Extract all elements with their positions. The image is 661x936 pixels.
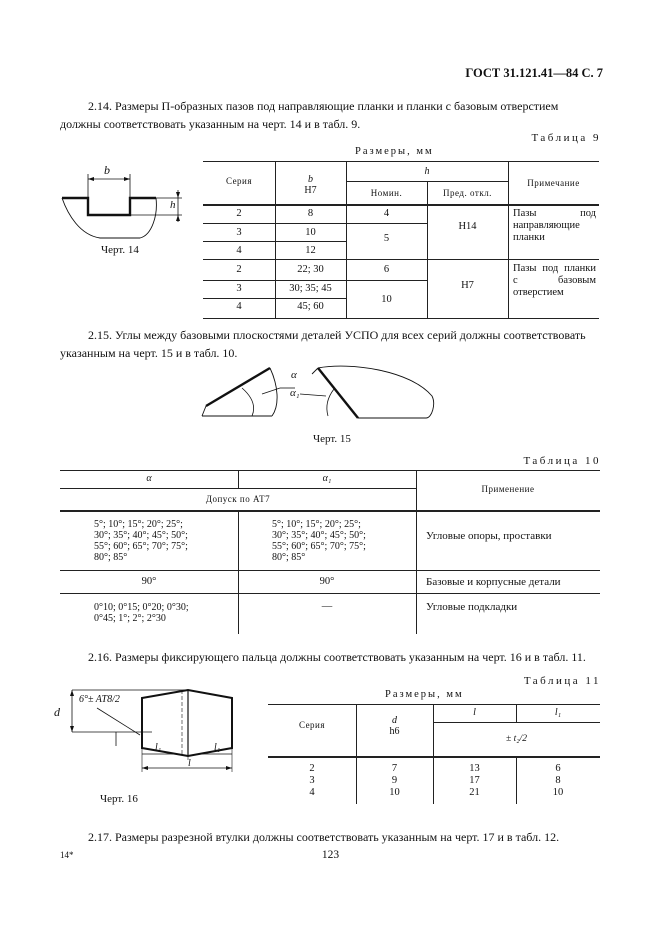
row-2-application: Базовые и корпусные детали <box>426 576 561 588</box>
table-9-cell: 10 <box>381 294 392 305</box>
figure-14-label-h: h <box>170 199 176 211</box>
table-9-tol-2: Н7 <box>461 280 474 291</box>
paragraph-2-14: 2.14. Размеры П-образных пазов под направляющие планки и планки с базовым отверстием должны соответствовать указанным на черт. 14 и в табл. 9. <box>60 99 559 131</box>
col-series-header: Серия <box>225 176 253 186</box>
figure-16-label-l1-right: l₁ <box>214 742 221 753</box>
figure-16-label-l: l <box>188 758 191 769</box>
row-1-alpha <box>94 519 234 563</box>
table-11-cell: 9 <box>391 775 398 786</box>
table-11-cell: 10 <box>389 787 400 798</box>
col-d-fit: h6 <box>389 726 400 737</box>
row-2-alpha1: 90° <box>319 576 335 587</box>
table-9-cell: 12 <box>305 245 316 256</box>
table-11-cell: 3 <box>309 775 315 786</box>
figure-15-label-alpha: α <box>291 369 297 381</box>
figure-15-drawing <box>200 360 440 430</box>
col-note-header: Примечание <box>527 178 580 188</box>
col-tolerance-header: Пред. откл. <box>443 188 492 198</box>
table-11-cell: 21 <box>469 787 480 798</box>
footer-mark: 14* <box>60 850 74 860</box>
table-11-cell: 13 <box>469 763 480 774</box>
figure-16-label-tolerance: 6°± AT8/2 <box>79 694 120 705</box>
table-11-cell: 8 <box>555 775 561 786</box>
figure-14-caption: Черт. 14 <box>101 244 139 256</box>
table-9-cell: 4 <box>236 301 242 312</box>
table-9-tol-1: Н14 <box>458 221 477 232</box>
row-1-alpha1 <box>272 519 412 563</box>
table-11-cell: 2 <box>309 763 315 774</box>
table-10-caption: Таблица 10 <box>523 455 601 467</box>
angle-line: 80°; 85° <box>272 552 306 563</box>
table-9-cell: 45; 60 <box>297 301 324 312</box>
page-number: 123 <box>321 849 340 861</box>
col-d-header: d <box>392 715 397 726</box>
table-9-cell: 2 <box>236 208 242 219</box>
col-b-fit: Н7 <box>304 185 317 196</box>
table-11-cell: 4 <box>309 787 315 798</box>
table-9-caption: Таблица 9 <box>531 132 601 144</box>
table-9-note-2: Пазы под планки с базовым отверстием <box>513 263 596 298</box>
table-10 <box>60 470 600 634</box>
col-alpha-header: α <box>146 473 152 484</box>
table-9-note-1: Пазы под направляющие планки <box>513 208 596 243</box>
angle-line: 80°; 85° <box>94 552 128 563</box>
paragraph-2-17: 2.17. Размеры разрезной втулки должны соответствовать указанным на черт. 17 и в табл. 12. <box>88 830 560 844</box>
table-11-units: Размеры, мм <box>385 689 464 700</box>
table-9-cell: 3 <box>236 227 242 238</box>
table-9-cell: 2 <box>236 264 242 275</box>
row-3-alpha1: — <box>321 601 333 612</box>
table-9-units: Размеры, мм <box>355 146 434 157</box>
col-l-header: l <box>473 707 476 718</box>
angle-line: 30°; 35°; 40°; 45°; 50°; <box>272 530 366 541</box>
paragraph-2-16: 2.16. Размеры фиксирующего пальца должны соответствовать указанным на черт. 16 и в табл. 11. <box>88 650 586 664</box>
table-11 <box>268 704 600 804</box>
table-9-cell: 6 <box>383 264 390 275</box>
table-9-cell: 8 <box>307 208 314 219</box>
table-11-caption: Таблица 11 <box>523 675 601 687</box>
figure-16-label-l1-left: l₁ <box>155 742 162 753</box>
row-3-alpha <box>94 602 234 624</box>
table-9-cell: 22; 30 <box>297 264 324 275</box>
angle-line: 55°; 60°; 65°; 70°; 75°; <box>272 541 366 552</box>
table-11-cell: 6 <box>555 763 561 774</box>
figure-16-caption: Черт. 16 <box>100 793 138 805</box>
table-11-cell: 7 <box>391 763 398 774</box>
col-l1-header: l₁ <box>554 707 562 718</box>
figure-15-caption: Черт. 15 <box>313 433 351 445</box>
angle-line: 5°; 10°; 15°; 20°; 25°; <box>94 519 183 530</box>
table-9-cell: 3 <box>236 283 242 294</box>
col-b-header: b <box>308 174 313 185</box>
paragraph-2-15: 2.15. Углы между базовыми плоскостями деталей УСПО для всех серий должны соответствовать указанным на черт. 15 и в табл. 10. <box>60 328 586 360</box>
figure-15-label-alpha1: α₁ <box>290 387 300 399</box>
col-nominal-header: Номин. <box>370 188 403 198</box>
row-2-alpha: 90° <box>141 576 157 587</box>
figure-14-label-b: b <box>104 163 110 177</box>
figure-16-label-d: d <box>54 705 60 719</box>
figure-16-drawing <box>62 690 252 790</box>
table-11-cell: 17 <box>469 775 480 786</box>
row-1-application: Угловые опоры, проставки <box>426 530 552 542</box>
angle-line: 0°45; 1°; 2°; 2°30 <box>94 613 166 624</box>
angle-line: 30°; 35°; 40°; 45°; 50°; <box>94 530 188 541</box>
table-9-cell: 10 <box>305 227 316 238</box>
tolerance-header: Допуск по АТ7 <box>205 494 271 504</box>
col-series-header: Серия <box>298 720 326 730</box>
table-9 <box>203 161 599 319</box>
table-9-cell: 30; 35; 45 <box>289 283 332 294</box>
col-alpha1-header: α₁ <box>322 473 332 484</box>
table-9-cell: 4 <box>236 245 242 256</box>
table-9-cell: 4 <box>383 208 390 219</box>
page-header: ГОСТ 31.121.41—84 С. 7 <box>465 66 603 80</box>
table-9-cell: 5 <box>383 233 390 244</box>
col-application-header: Применение <box>481 484 535 494</box>
col-h-header: h <box>424 166 430 177</box>
tolerance-header: ± t₂/2 <box>506 734 527 744</box>
row-3-application: Угловые подкладки <box>426 601 518 613</box>
table-11-cell: 10 <box>552 787 564 798</box>
angle-line: 55°; 60°; 65°; 70°; 75°; <box>94 541 188 552</box>
angle-line: 0°10; 0°15; 0°20; 0°30; <box>94 602 189 613</box>
angle-line: 5°; 10°; 15°; 20°; 25°; <box>272 519 361 530</box>
